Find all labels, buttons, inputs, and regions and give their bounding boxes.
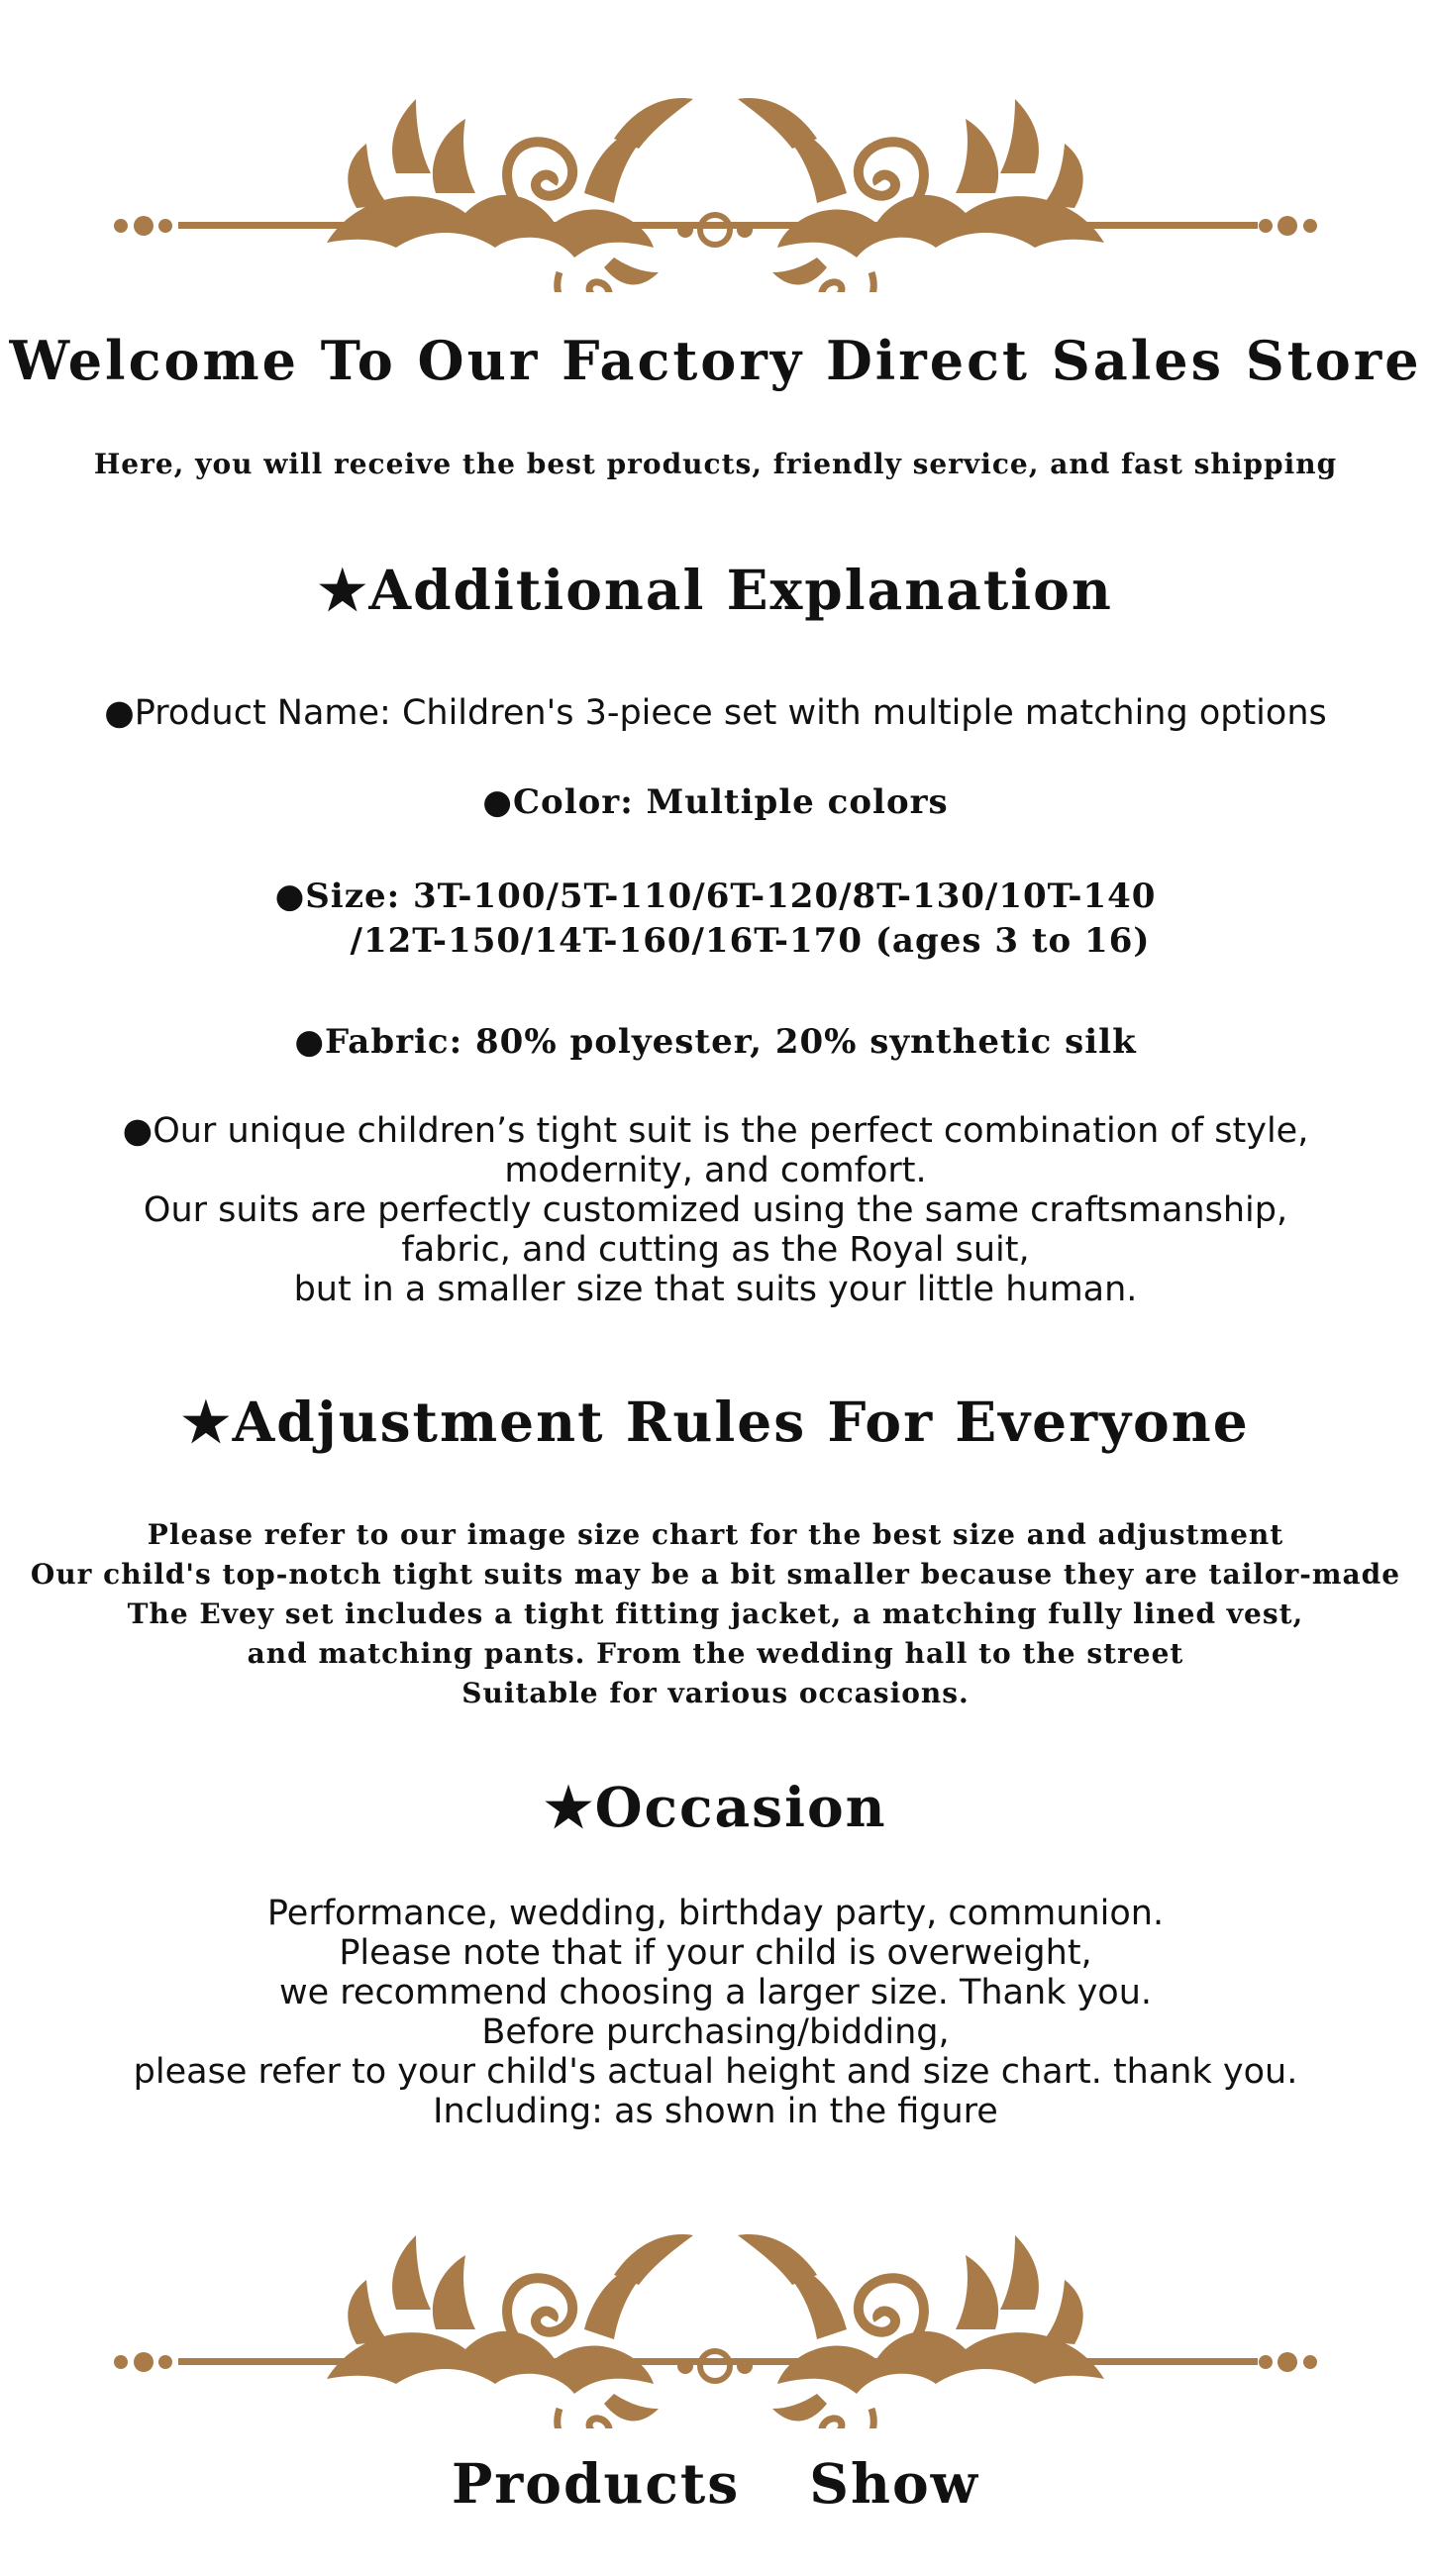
floral-divider-icon bbox=[114, 98, 1317, 292]
occasion-heading: ★Occasion bbox=[544, 1775, 887, 1839]
adjustment-line: Please refer to our image size chart for the best size and adjustment bbox=[147, 1518, 1284, 1551]
product-name-line: ●Product Name: Children's 3-piece set with multiple matching options bbox=[104, 693, 1327, 733]
store-title: Welcome To Our Factory Direct Sales Store bbox=[9, 329, 1422, 392]
description-line: fabric, and cutting as the Royal suit, bbox=[401, 1230, 1030, 1270]
description-line: modernity, and comfort. bbox=[504, 1151, 927, 1190]
occasion-line: Performance, wedding, birthday party, communion. bbox=[266, 1894, 1165, 1933]
fabric-line: ●Fabric: 80% polyester, 20% synthetic silk bbox=[294, 1022, 1137, 1062]
occasion-line: Please note that if your child is overweight, bbox=[339, 1933, 1092, 1973]
products-word: Products bbox=[451, 2451, 741, 2516]
description-line: ●Our unique children’s tight suit is the perfect combination of style, bbox=[122, 1111, 1309, 1151]
description-line: but in a smaller size that suits your little human. bbox=[293, 1270, 1138, 1309]
bottom-ornament bbox=[0, 2211, 1431, 2428]
adjustment-line: and matching pants. From the wedding hall to the street bbox=[247, 1637, 1184, 1670]
adjustment-block bbox=[0, 1515, 1431, 1713]
description-line: Our suits are perfectly customized using the same craftsmanship, bbox=[143, 1190, 1288, 1230]
color-line: ●Color: Multiple colors bbox=[482, 782, 949, 822]
products-show-heading bbox=[0, 2451, 1431, 2516]
description-block bbox=[0, 1111, 1431, 1309]
size-line-1: ●Size: 3T-100/5T-110/6T-120/8T-130/10T-140 bbox=[274, 876, 1157, 916]
occasion-line: Including: as shown in the figure bbox=[433, 2092, 998, 2131]
adjustment-heading: ★Adjustment Rules For Everyone bbox=[181, 1390, 1250, 1454]
occasion-line: please refer to your child's actual height and size chart. thank you. bbox=[133, 2052, 1298, 2092]
adjustment-line: Our child's top-notch tight suits may be a bit smaller because they are tailor-made bbox=[30, 1558, 1401, 1591]
show-word: Show bbox=[809, 2451, 980, 2516]
additional-heading: ★Additional Explanation bbox=[318, 558, 1113, 622]
store-subtitle: Here, you will receive the best products, friendly service, and fast shipping bbox=[93, 448, 1338, 480]
adjustment-line: The Evey set includes a tight fitting jacket, a matching fully lined vest, bbox=[127, 1597, 1304, 1630]
occasion-line: Before purchasing/bidding, bbox=[481, 2012, 950, 2052]
occasion-line: we recommend choosing a larger size. Thank you. bbox=[279, 1973, 1152, 2012]
adjustment-line: Suitable for various occasions. bbox=[461, 1677, 970, 1709]
top-ornament bbox=[0, 74, 1431, 292]
size-line-2: /12T-150/14T-160/16T-170 (ages 3 to 16) bbox=[350, 921, 1151, 961]
floral-divider-icon bbox=[114, 2234, 1317, 2428]
occasion-block bbox=[0, 1894, 1431, 2131]
